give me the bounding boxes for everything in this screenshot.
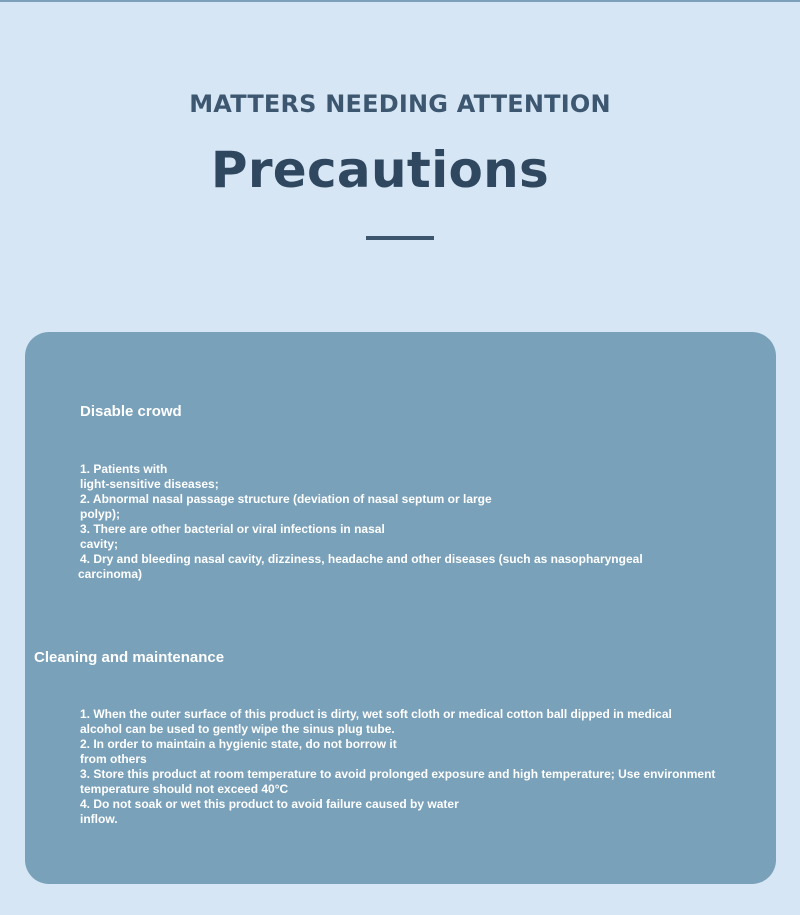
page-title: Precautions bbox=[210, 141, 550, 199]
list-item bbox=[80, 522, 643, 552]
list-item bbox=[80, 707, 715, 737]
list-item-line: 4. Dry and bleeding nasal cavity, dizziness, headache and other diseases (such as nasopharyngeal bbox=[80, 552, 643, 566]
list-item bbox=[80, 462, 643, 492]
list-item-line: temperature should not exceed 40°C bbox=[80, 782, 289, 796]
list-item-line: inflow. bbox=[80, 812, 118, 826]
disable-crowd-list bbox=[80, 462, 643, 582]
list-item bbox=[80, 797, 715, 827]
list-item-line: 1. When the outer surface of this product is dirty, wet soft cloth or medical cotton ball dipped in medical bbox=[80, 707, 672, 721]
list-item bbox=[80, 767, 715, 797]
cleaning-maintenance-heading: Cleaning and maintenance bbox=[34, 649, 225, 666]
list-item-line: 1. Patients with bbox=[80, 462, 168, 476]
title-divider bbox=[366, 236, 434, 240]
list-item-line: 2. In order to maintain a hygienic state, do not borrow it bbox=[80, 737, 397, 751]
list-item-line: carcinoma) bbox=[78, 567, 143, 581]
list-item-line: 4. Do not soak or wet this product to avoid failure caused by water bbox=[80, 797, 459, 811]
list-item-line: 3. There are other bacterial or viral infections in nasal bbox=[80, 522, 385, 536]
section-subtitle: MATTERS NEEDING ATTENTION bbox=[189, 90, 611, 118]
cleaning-maintenance-list bbox=[80, 707, 715, 827]
list-item bbox=[80, 552, 643, 582]
top-border-line bbox=[0, 0, 800, 2]
list-item-line: polyp); bbox=[80, 507, 120, 521]
list-item-line: 3. Store this product at room temperature to avoid prolonged exposure and high temperature; Use environment bbox=[80, 767, 716, 781]
list-item-line: from others bbox=[80, 752, 147, 766]
list-item-line: light-sensitive diseases; bbox=[80, 477, 219, 491]
list-item bbox=[80, 737, 715, 767]
list-item-line: 2. Abnormal nasal passage structure (deviation of nasal septum or large bbox=[80, 492, 492, 506]
precautions-card bbox=[25, 332, 776, 884]
list-item-line: alcohol can be used to gently wipe the sinus plug tube. bbox=[80, 722, 395, 736]
list-item bbox=[80, 492, 643, 522]
list-item-line: cavity; bbox=[80, 537, 119, 551]
disable-crowd-heading: Disable crowd bbox=[80, 403, 182, 420]
